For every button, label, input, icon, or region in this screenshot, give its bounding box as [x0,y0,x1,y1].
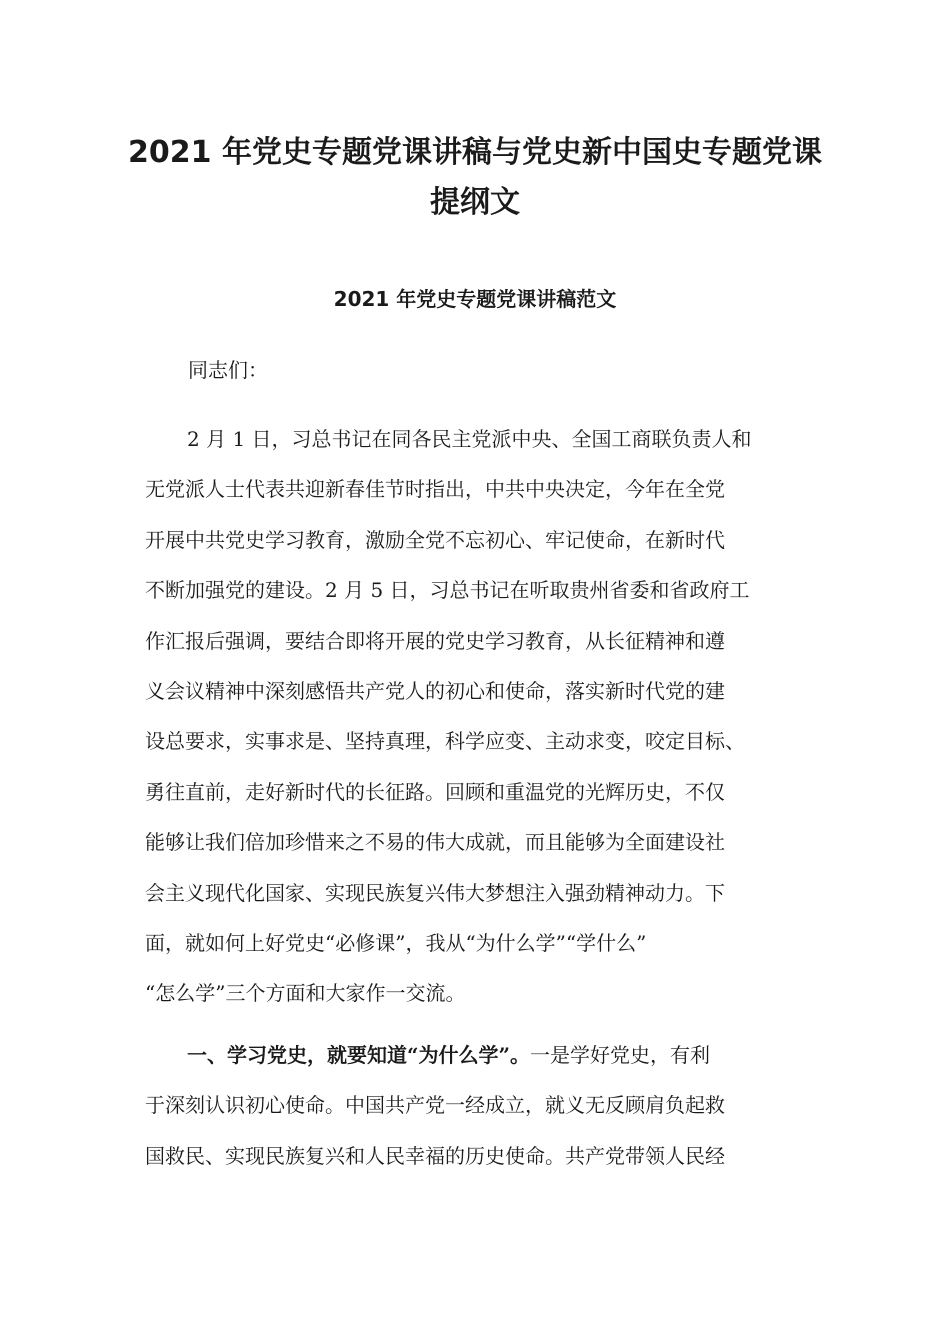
text-line: “怎么学”三个方面和大家作一交流。 [145,981,466,1006]
text-line [145,1030,815,1080]
text-line: 无党派人士代表共迎新春佳节时指出，中共中央决定，今年在全党 [145,477,725,502]
title-line-2: 提纲文 [430,185,520,220]
document-title [100,128,850,228]
text-line: 设总要求，实事求是、坚持真理，科学应变、主动求变，咬定目标、 [145,729,745,754]
text-line: 义会议精神中深刻感悟共产党人的初心和使命，落实新时代党的建 [145,679,725,704]
text-line: 能够让我们倍加珍惜来之不易的伟大成就，而且能够为全面建设社 [145,830,725,855]
text-line: 勇往直前，走好新时代的长征路。回顾和重温党的光辉历史，不仅 [145,779,725,804]
text-line: 不断加强党的建设。2 月 5 日，习总书记在听取贵州省委和省政府工 [145,578,750,603]
paragraph-2 [145,1030,815,1181]
title-line-1: 2021 年党史专题党课讲稿与党史新中国史专题党课 [128,135,822,170]
text-line: 2 月 1 日，习总书记在同各民主党派中央、全国工商联负责人和 [187,427,752,451]
section-subtitle: 2021 年党史专题党课讲稿范文 [333,287,617,311]
text-run: 一是学好党史，有利 [530,1043,711,1067]
text-line: 面，就如何上好党史“必修课”，我从“为什么学”“学什么” [145,931,647,956]
salutation: 同志们： [188,358,268,382]
paragraph-1 [145,414,815,1019]
text-line: 于深刻认识初心使命。中国共产党一经成立，就义无反顾肩负起救 [145,1093,725,1118]
text-line: 会主义现代化国家、实现民族复兴伟大梦想注入强劲精神动力。下 [145,880,725,905]
text-line: 作汇报后强调，要结合即将开展的党史学习教育，从长征精神和遵 [145,628,725,653]
section-heading-inline: 一、学习党史，就要知道“为什么学”。 [187,1043,531,1067]
text-line: 国救民、实现民族复兴和人民幸福的历史使命。共产党带领人民经 [145,1143,725,1168]
text-line: 开展中共党史学习教育，激励全党不忘初心、牢记使命，在新时代 [145,527,725,552]
